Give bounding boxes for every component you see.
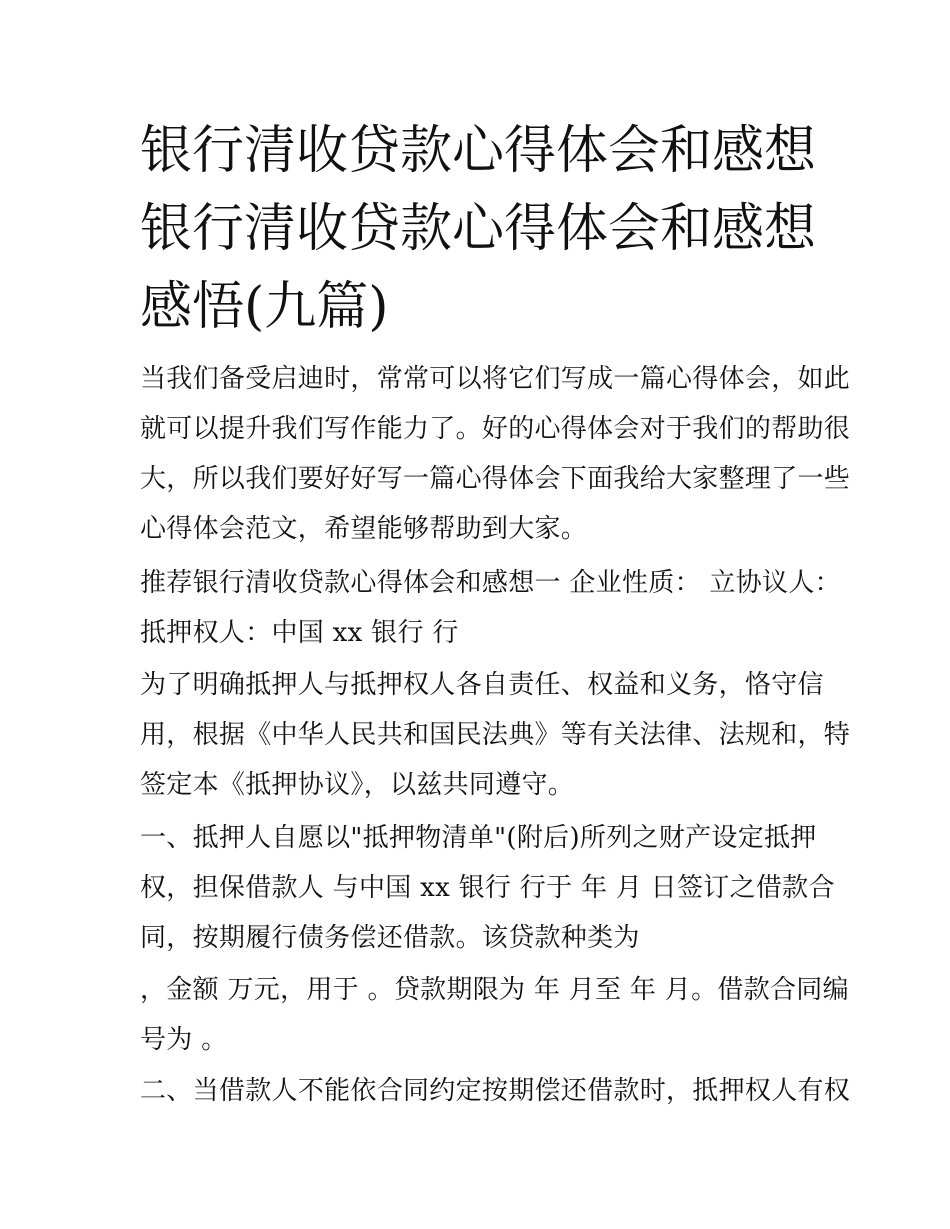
document-title	[140, 112, 840, 346]
body-line-3: 大，所以我们要好好写一篇心得体会下面我给大家整理了一些	[140, 464, 851, 494]
body-line-11: 权，担保借款人 与中国 xx 银行 行于 年 月 日签订之借款合	[140, 873, 835, 903]
body-line-9: 签定本《抵押协议》，以兹共同遵守。	[140, 770, 575, 800]
title-line-2: 银行清收贷款心得体会和感想	[140, 199, 817, 259]
body-line-1: 当我们备受启迪时，常常可以将它们写成一篇心得体会，如此	[140, 364, 851, 394]
body-line-8: 用，根据《中华人民共和国民法典》等有关法律、法规和，特	[140, 720, 851, 750]
body-line-13: ，金额 万元，用于 。贷款期限为 年 月至 年 月。借款合同编	[140, 975, 849, 1005]
body-line-4: 心得体会范文，希望能够帮助到大家。	[140, 514, 588, 544]
body-line-14: 号为 。	[140, 1025, 228, 1055]
title-line-1: 银行清收贷款心得体会和感想	[140, 121, 817, 181]
body-line-7: 为了明确抵押人与抵押权人各自责任、权益和义务，恪守信	[140, 670, 824, 700]
body-line-6: 抵押权人：中国 xx 银行 行	[140, 618, 459, 648]
body-line-2: 就可以提升我们写作能力了。好的心得体会对于我们的帮助很	[140, 414, 851, 444]
body-line-10: 一、抵押人自愿以"抵押物清单"(附后)所列之财产设定抵押	[140, 823, 817, 853]
body-line-15: 二、当借款人不能依合同约定按期偿还借款时，抵押权人有权	[140, 1076, 851, 1106]
body-line-5: 推荐银行清收贷款心得体会和感想一 企业性质： 立协议人：	[140, 568, 841, 598]
body-line-12: 同，按期履行债务偿还借款。该贷款种类为	[140, 923, 640, 953]
title-line-3: 感悟(九篇)	[140, 277, 389, 337]
